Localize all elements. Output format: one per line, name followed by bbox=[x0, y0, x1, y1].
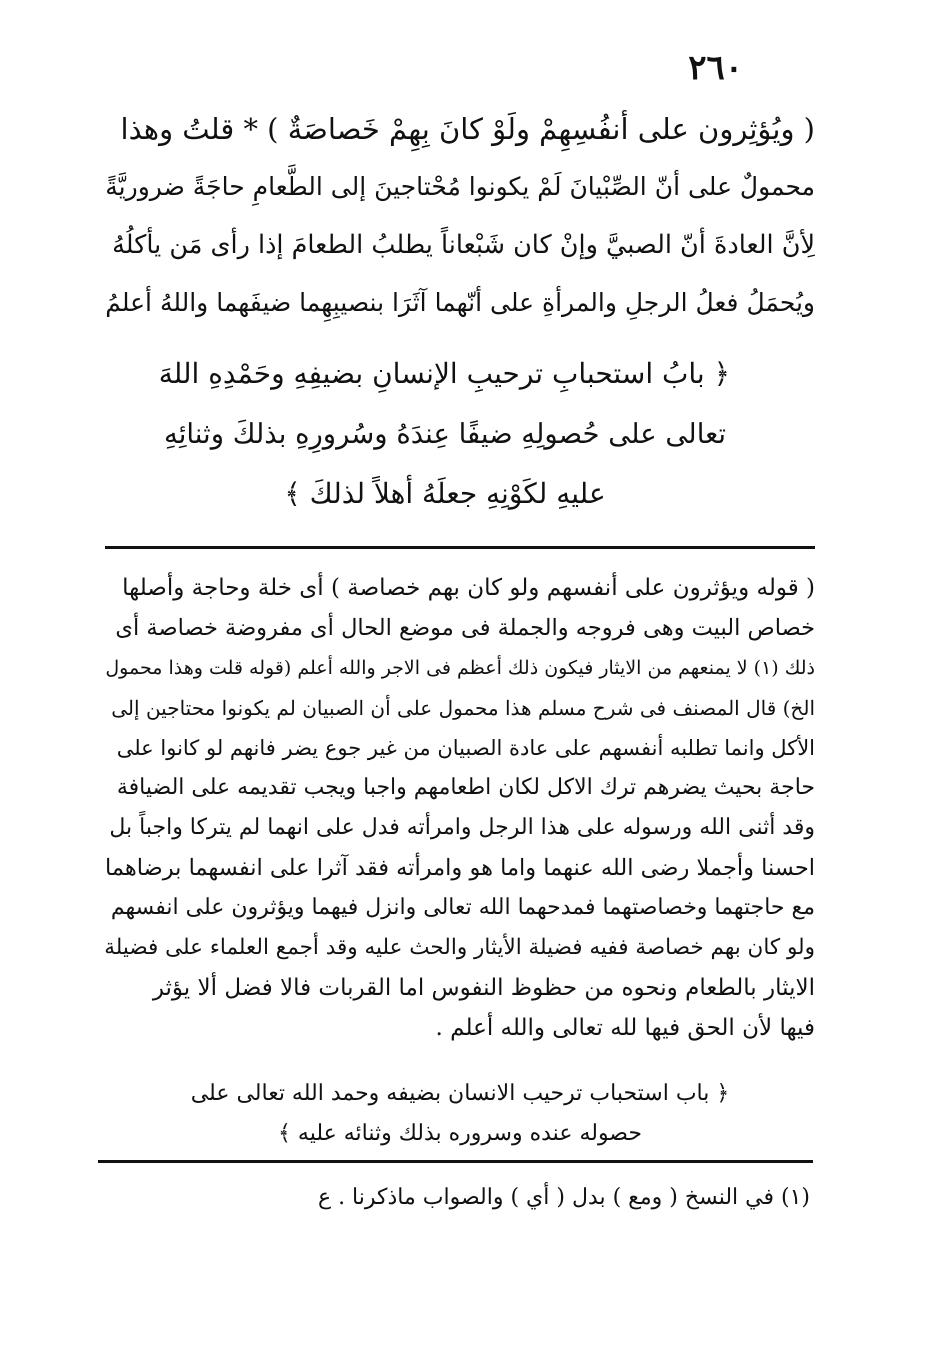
commentary-line: مع حاجتهما وخصاصتهما فمدحهما الله تعالى وانزل فيهما ويؤثرون على انفسهم bbox=[110, 895, 815, 920]
main-text-line: ويُحمَلُ فعلُ الرجلِ والمرأةِ على أنّهما آثَرَا بنصيبِهِما ضيفَهما واللهُ أعلمُ bbox=[105, 288, 815, 317]
commentary-line: ولو كان بهم خصاصة ففيه فضيلة الأيثار والحث عليه وقد أجمع العلماء على فضيلة bbox=[104, 935, 815, 960]
commentary-line: حاجة بحيث يضرهم ترك الاكل لكان اطعامهم واجبا ويجب تقديمه على الضيافة bbox=[116, 775, 815, 800]
commentary-line: الخ) قال المصنف فى شرح مسلم هذا محمول على أن الصبيان لم يكونوا محتاجين إلى bbox=[111, 696, 815, 720]
commentary-line: وقد أثنى الله ورسوله على هذا الرجل وامرأته فدل على انهما لم يتركا واجباً بل bbox=[109, 815, 815, 840]
commentary-line: الأكل وانما تطلبه أنفسهم على عادة الصبيان من غير جوع يضر فانهم لو كانوا على bbox=[116, 736, 815, 760]
commentary-line: الايثار بالطعام ونحوه من حظوظ النفوس اما القربات فالا فضل ألا يؤثر bbox=[152, 975, 815, 1001]
chapter-title bbox=[160, 344, 730, 524]
main-text-line: ( ويُؤثِرون على أنفُسِهِمْ ولَوْ كانَ بِهِمْ خَصاصَةٌ ) * قلتُ وهذا bbox=[120, 112, 815, 146]
commentary-title-line: ﴿ باب استحباب ترحيب الانسان بضيفه وحمد الله تعالى على bbox=[190, 1081, 730, 1106]
footnote-divider bbox=[98, 1160, 813, 1163]
commentary-line: احسنا وأجملا رضى الله عنهما واما هو وامرأته فقد آثرا على انفسهما برضاهما bbox=[105, 855, 815, 881]
footnote: (١) في النسخ ( ومع ) بدل ( أي ) والصواب ماذكرنا . ع bbox=[317, 1185, 810, 1210]
main-text-line: محمولٌ على أنّ الصِّبْيانَ لَمْ يكونوا مُحْتاجينَ إلى الطَّعامِ حاجَةً ضروريَّةً bbox=[105, 172, 815, 201]
commentary-line: ذلك (١) لا يمنعهم من الايثار فيكون ذلك أعظم فى الاجر والله أعلم (قوله قلت وهذا محمول bbox=[105, 657, 815, 679]
commentary-chapter-title bbox=[150, 1074, 770, 1154]
commentary-line: فيها لأن الحق فيها لله تعالى والله أعلم . bbox=[435, 1015, 815, 1041]
commentary bbox=[105, 568, 815, 1048]
chapter-title-line: تعالى على حُصولِهِ ضيفًا عِندَهُ وسُرورِهِ بذلكَ وثنائِهِ bbox=[163, 418, 726, 450]
page-number: ٢٦٠ bbox=[688, 48, 743, 88]
section-divider bbox=[105, 546, 815, 549]
commentary-title-line: حصوله عنده وسروره بذلك وثنائه عليه ﴾ bbox=[278, 1121, 642, 1146]
main-text-line: لِأنَّ العادةَ أنّ الصبيَّ وإنْ كان شَبْعاناً يطلبُ الطعامَ إذا رأى مَن يأكلُهُ bbox=[112, 230, 815, 260]
main-text bbox=[105, 100, 815, 332]
chapter-title-line: ﴿ بابُ استحبابِ ترحيبِ الإنسانِ بضيفِهِ وحَمْدِهِ اللهَ bbox=[158, 357, 730, 390]
chapter-title-line: عليهِ لكَوْنِهِ جعلَهُ أهلاً لذلكَ ﴾ bbox=[284, 477, 606, 510]
commentary-line: ( قوله ويؤثرون على أنفسهم ولو كان بهم خصاصة ) أى خلة وحاجة وأصلها bbox=[122, 575, 815, 601]
commentary-line: خصاص البيت وهى فروجه والجملة فى موضع الحال أى مفروضة خصاصة أى bbox=[115, 615, 815, 641]
